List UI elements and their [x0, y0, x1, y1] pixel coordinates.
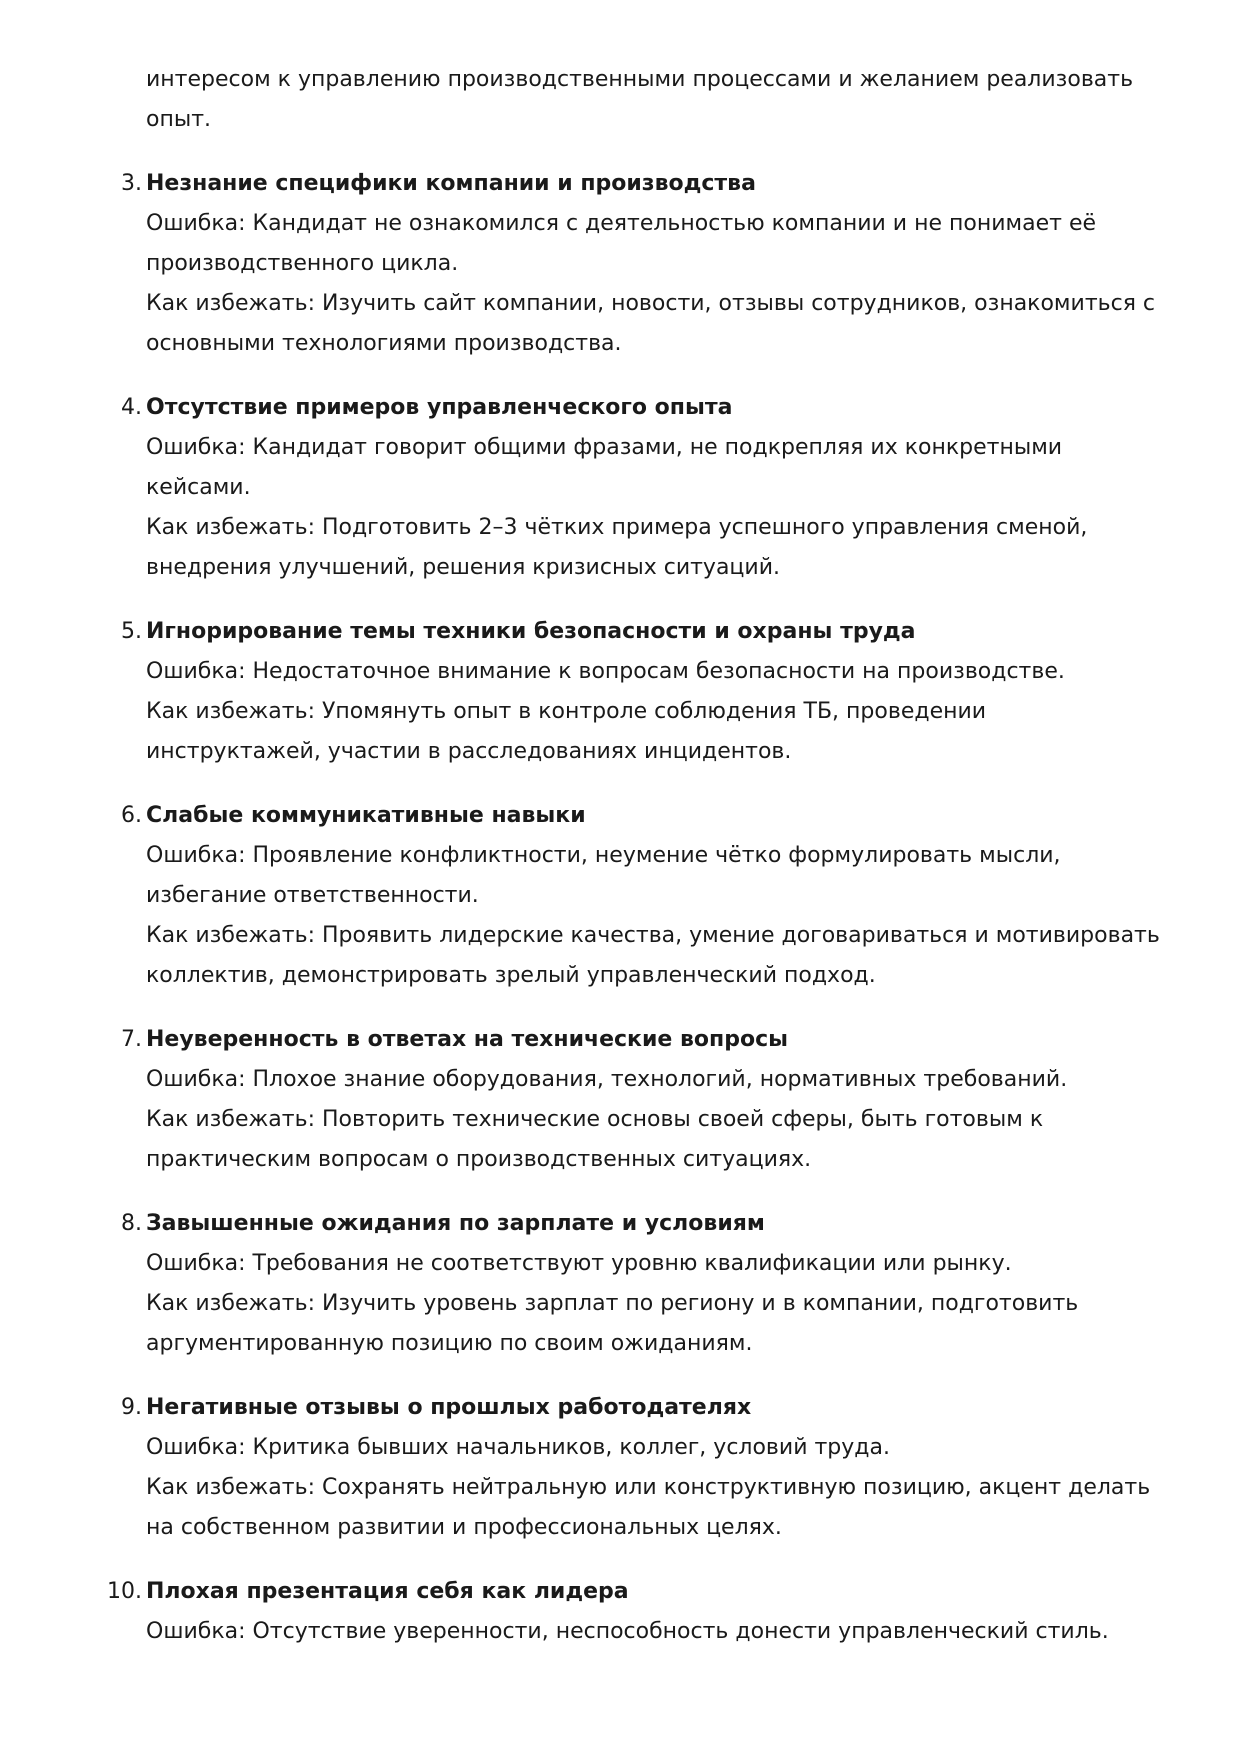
list-item-error: Ошибка: Кандидат говорит общими фразами, не подкрепляя их конкретными кейсами. [146, 435, 1063, 500]
list-item-avoid: Как избежать: Проявить лидерские качества, умение договариваться и мотивировать коллектив, демонстрировать зрелый управленческий подход. [146, 923, 1160, 988]
list-item-avoid: Как избежать: Сохранять нейтральную или конструктивную позицию, акцент делать на собственном развитии и профессиональных целях. [146, 1475, 1151, 1540]
list-item-error: Ошибка: Недостаточное внимание к вопросам безопасности на производстве. [146, 659, 1065, 684]
list-item-title: Плохая презентация себя как лидера [146, 1579, 629, 1604]
list-item-number: 10. [107, 1579, 142, 1604]
list-item-avoid: Как избежать: Упомянуть опыт в контроле соблюдения ТБ, проведении инструктажей, участии в расследованиях инцидентов. [146, 699, 987, 764]
continuation-paragraph: интересом к управлению производственными процессами и желанием реализовать опыт. [146, 67, 1134, 132]
list-item-7 [121, 1020, 1166, 1180]
list-item-title: Слабые коммуникативные навыки [146, 803, 586, 828]
list-item-avoid: Как избежать: Изучить сайт компании, новости, отзывы сотрудников, ознакомиться с основными технологиями производства. [146, 291, 1156, 356]
list-item-4 [121, 388, 1166, 588]
list-item-number: 7. [121, 1027, 142, 1052]
list-item-error: Ошибка: Отсутствие уверенности, неспособность донести управленческий стиль. [146, 1619, 1109, 1644]
list-item-title: Неуверенность в ответах на технические вопросы [146, 1027, 789, 1052]
list-item-title: Незнание специфики компании и производства [146, 171, 756, 196]
list-item-error: Ошибка: Кандидат не ознакомился с деятельностью компании и не понимает её производственного цикла. [146, 211, 1097, 276]
list-item-number: 4. [121, 395, 142, 420]
list-item-9 [121, 1388, 1166, 1548]
list-item-title: Негативные отзывы о прошлых работодателях [146, 1395, 752, 1420]
list-item-error: Ошибка: Проявление конфликтности, неумение чётко формулировать мысли, избегание ответственности. [146, 843, 1061, 908]
list-item-number: 5. [121, 619, 142, 644]
list-item-title: Завышенные ожидания по зарплате и условиям [146, 1211, 765, 1236]
list-item-6 [121, 796, 1166, 996]
list-item-avoid: Как избежать: Повторить технические основы своей сферы, быть готовым к практическим вопросам о производственных ситуациях. [146, 1107, 1044, 1172]
list-item-number: 3. [121, 171, 142, 196]
list-item-number: 6. [121, 803, 142, 828]
list-item-title: Отсутствие примеров управленческого опыта [146, 395, 733, 420]
list-item-10 [107, 1572, 1166, 1652]
list-item-error: Ошибка: Критика бывших начальников, коллег, условий труда. [146, 1435, 890, 1460]
list-item-number: 9. [121, 1395, 142, 1420]
list-item-5 [121, 612, 1166, 772]
document-content [107, 60, 1166, 1652]
list-item-error: Ошибка: Плохое знание оборудования, технологий, нормативных требований. [146, 1067, 1068, 1092]
list-item-avoid: Как избежать: Изучить уровень зарплат по региону и в компании, подготовить аргументированную позицию по своим ожиданиям. [146, 1291, 1079, 1356]
list-item-8 [121, 1204, 1166, 1364]
list-item-error: Ошибка: Требования не соответствуют уровню квалификации или рынку. [146, 1251, 1012, 1276]
list-item-title: Игнорирование темы техники безопасности и охраны труда [146, 619, 916, 644]
list-item-avoid: Как избежать: Подготовить 2–3 чётких примера успешного управления сменой, внедрения улучшений, решения кризисных ситуаций. [146, 515, 1088, 580]
list-item-number: 8. [121, 1211, 142, 1236]
list-item-3 [121, 164, 1166, 364]
